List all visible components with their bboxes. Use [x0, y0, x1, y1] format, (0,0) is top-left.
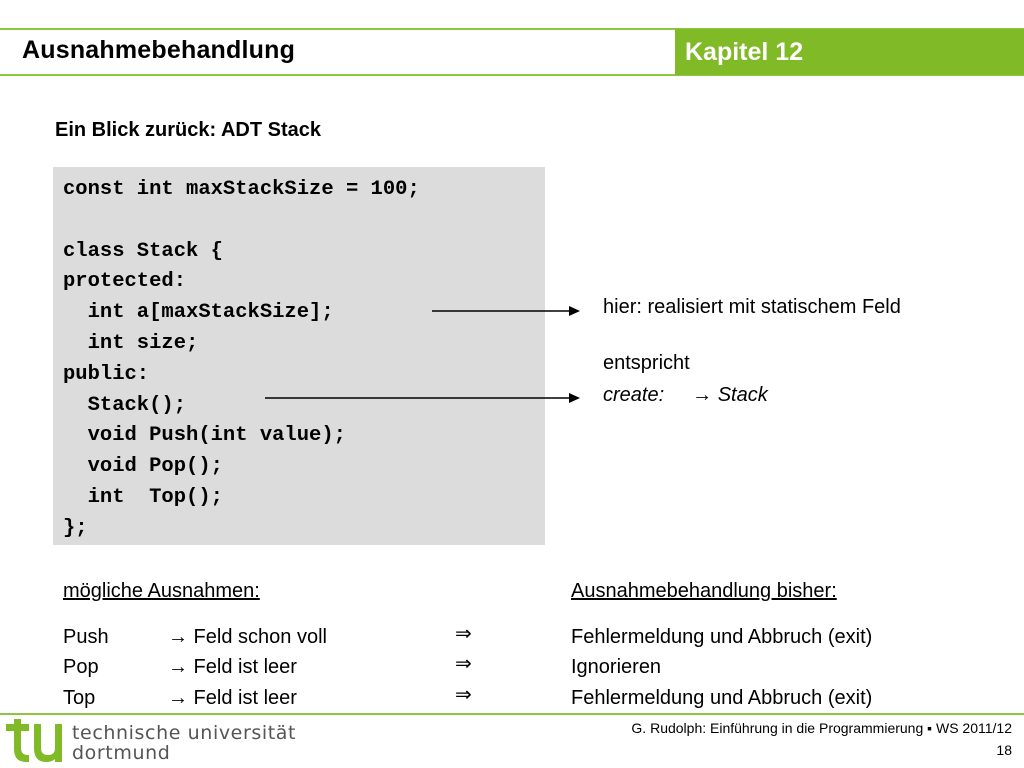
exception-handling: Ignorieren	[571, 656, 662, 678]
implies-symbol: ⇒	[455, 653, 472, 675]
create-label: create:	[603, 384, 665, 406]
code-line: public:	[63, 362, 150, 386]
exception-handling: Fehlermeldung und Abbruch (exit)	[571, 626, 873, 648]
code-lines	[53, 167, 545, 545]
footer-rule	[0, 713, 1024, 715]
code-line: void Push(int value);	[63, 424, 346, 448]
exception-handling: Fehlermeldung und Abbruch (exit)	[571, 687, 873, 709]
arrow-constructor-head	[569, 393, 580, 403]
implies-symbol: ⇒	[455, 623, 472, 645]
code-line: Stack();	[63, 393, 187, 417]
note-create	[603, 384, 768, 407]
footer-credit: G. Rudolph: Einführung in die Programmierung ▪ WS 2011/12	[631, 720, 1012, 736]
exception-op: Top	[63, 687, 96, 709]
slide-subtitle: Ein Blick zurück: ADT Stack	[55, 119, 321, 141]
exception-row-top	[0, 683, 1024, 713]
code-block	[53, 167, 545, 545]
exception-op: Pop	[63, 656, 99, 678]
code-line: int size;	[63, 331, 199, 355]
logo-text-line1: technische universität	[72, 722, 297, 744]
chapter-tab: Kapitel 12	[675, 29, 1024, 75]
code-line: const int maxStackSize = 100;	[63, 178, 420, 201]
arrow-static-array-head	[569, 306, 580, 316]
code-line: int Top();	[63, 485, 223, 509]
note-entspricht: entspricht	[603, 352, 690, 374]
exception-row-push	[0, 622, 1024, 652]
code-line: };	[63, 516, 88, 540]
logo-text-line2: dortmund	[72, 742, 171, 764]
handling-heading: Ausnahmebehandlung bisher:	[571, 580, 837, 602]
exceptions-heading: mögliche Ausnahmen:	[63, 580, 260, 602]
code-line: void Pop();	[63, 455, 223, 479]
exception-condition: → Feld ist leer	[168, 687, 297, 709]
code-line: class Stack {	[63, 239, 223, 263]
page-number: 18	[996, 742, 1012, 758]
exception-op: Push	[63, 626, 109, 648]
note-static-array: hier: realisiert mit statischem Feld	[603, 296, 901, 318]
exception-condition: → Feld schon voll	[168, 626, 327, 648]
code-line: protected:	[63, 270, 187, 294]
exception-row-pop	[0, 652, 1024, 682]
exception-condition: → Feld ist leer	[168, 656, 297, 678]
create-signature: → Stack	[692, 384, 768, 406]
slide-title: Ausnahmebehandlung	[22, 36, 296, 64]
implies-symbol: ⇒	[455, 684, 472, 706]
code-line: int a[maxStackSize];	[63, 301, 334, 325]
